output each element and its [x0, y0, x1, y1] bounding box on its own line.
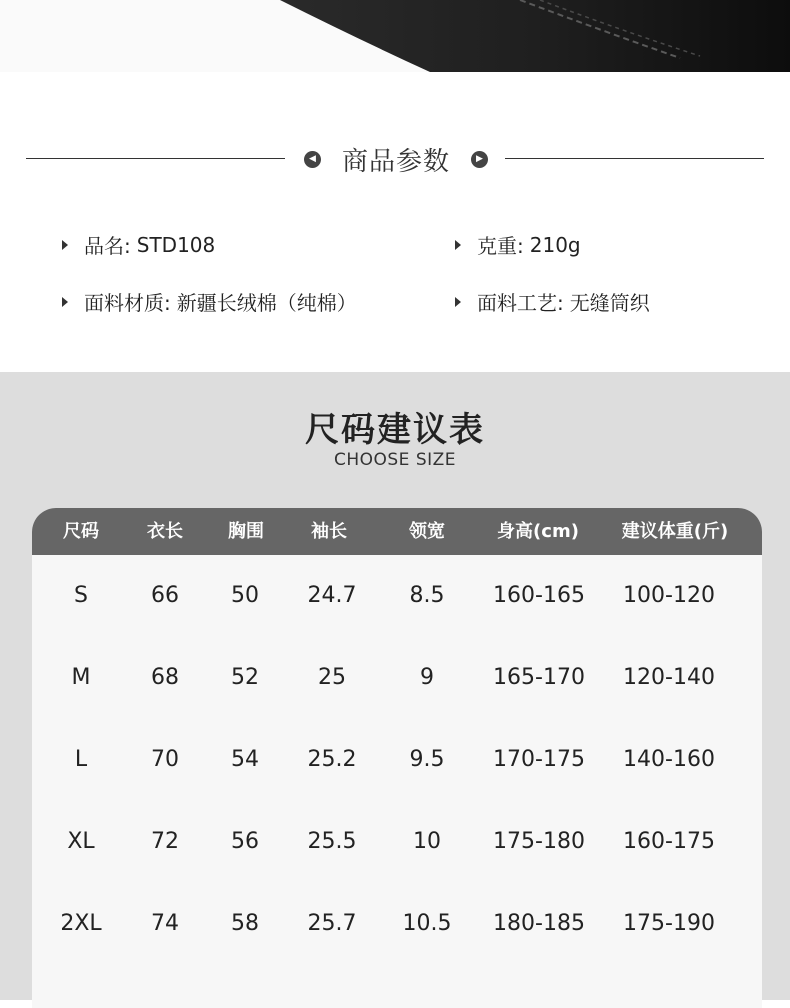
table-cell: 10.5 [402, 911, 452, 936]
table-cell: 9 [420, 665, 434, 690]
table-cell: 9.5 [409, 747, 445, 772]
table-cell: 56 [231, 829, 259, 854]
table-cell: 70 [151, 747, 179, 772]
table-cell: 50 [231, 583, 259, 608]
table-cell: 175-180 [493, 829, 585, 854]
table-cell: 25.2 [307, 747, 357, 772]
table-row [32, 637, 762, 719]
table-row [32, 719, 762, 801]
product-photo [0, 0, 790, 72]
spec-value: STD108 [136, 232, 216, 257]
divider-left [26, 158, 285, 159]
spec-key: 克重: [477, 234, 524, 258]
spec-item-material [62, 287, 357, 316]
params-title-row [0, 142, 790, 176]
table-cell: 180-185 [493, 911, 585, 936]
table-cell: 175-190 [623, 911, 715, 936]
spec-key: 面料工艺: [477, 291, 564, 315]
table-cell: 52 [231, 665, 259, 690]
table-cell: XL [67, 829, 95, 854]
table-cell: 8.5 [409, 583, 445, 608]
spec-item-craft [455, 287, 650, 316]
table-cell: 160-175 [623, 829, 715, 854]
spec-value: 210g [529, 232, 581, 257]
table-cell: 74 [151, 911, 179, 936]
table-cell: 10 [413, 829, 441, 854]
header-cell-length: 衣长 [147, 521, 183, 542]
header-cell-weight: 建议体重(斤) [621, 521, 729, 542]
header-cell-collar: 领宽 [409, 521, 445, 542]
spec-key: 品名: [84, 234, 131, 258]
table-cell: 24.7 [307, 583, 357, 608]
spec-item-name [62, 230, 215, 259]
table-cell: 25.7 [307, 911, 357, 936]
header-cell-sleeve: 袖长 [311, 521, 347, 542]
table-cell: S [74, 583, 88, 608]
size-table [32, 508, 762, 1008]
size-chart-title: 尺码建议表 [305, 410, 485, 450]
prev-arrow-icon: ◀ [304, 151, 321, 168]
bullet-icon [455, 297, 461, 307]
table-row [32, 801, 762, 883]
bullet-icon [455, 240, 461, 250]
table-cell: 68 [151, 665, 179, 690]
table-cell: 140-160 [623, 747, 715, 772]
table-cell: 66 [151, 583, 179, 608]
size-chart-section [0, 372, 790, 1000]
table-cell: 100-120 [623, 583, 715, 608]
spec-value: 新疆长绒棉（纯棉） [176, 291, 357, 315]
bullet-icon [62, 240, 68, 250]
fabric-hem-image [0, 0, 790, 72]
spec-value: 无缝筒织 [569, 291, 650, 315]
spec-key: 面料材质: [84, 291, 171, 315]
table-row [32, 555, 762, 637]
table-cell: 160-165 [493, 583, 585, 608]
table-cell: 25 [318, 665, 346, 690]
size-chart-subtitle: CHOOSE SIZE [333, 450, 457, 470]
header-cell-size: 尺码 [63, 521, 99, 542]
table-row [32, 883, 762, 965]
table-cell: 165-170 [493, 665, 585, 690]
params-title: 商品参数 [341, 146, 450, 177]
next-arrow-icon: ▶ [471, 151, 488, 168]
header-cell-height: 身高(cm) [497, 521, 579, 542]
size-table-header [32, 508, 762, 555]
table-cell: 58 [231, 911, 259, 936]
bullet-icon [62, 297, 68, 307]
table-cell: M [71, 665, 91, 690]
table-cell: 54 [231, 747, 259, 772]
table-cell: 2XL [60, 911, 102, 936]
table-cell: 25.5 [307, 829, 357, 854]
table-cell: 120-140 [623, 665, 715, 690]
product-params-section [0, 72, 790, 372]
spec-item-weight [455, 230, 581, 259]
header-cell-chest: 胸围 [228, 521, 264, 542]
table-cell: 72 [151, 829, 179, 854]
divider-right [505, 158, 764, 159]
table-cell: L [74, 747, 88, 772]
table-cell: 170-175 [493, 747, 585, 772]
